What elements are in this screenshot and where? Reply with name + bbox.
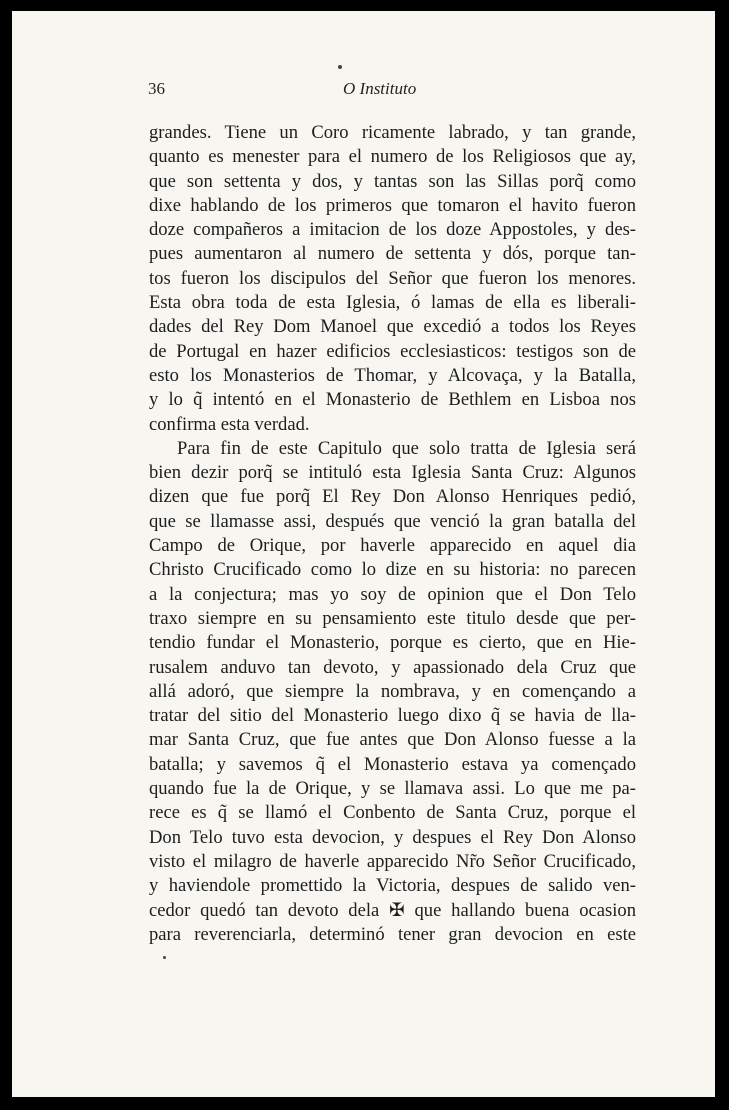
- text-line: visto el milagro de haverle apparecido Nr̃o Señor Crucificado,: [149, 850, 636, 872]
- text-line: quanto es menester para el numero de los Religiosos que ay,: [149, 146, 636, 168]
- text-line: bien dezir porq̃ se intituló esta Iglesia Santa Cruz: Algunos: [149, 462, 636, 484]
- text-line: quando fue la de Orique, y se llamava assi. Lo que me pa-: [149, 778, 636, 800]
- text-line: que se llamasse assi, después que venció la gran batalla del: [149, 510, 636, 532]
- ink-speck: [338, 65, 342, 69]
- text-line: para reverenciarla, determinó tener gran devocion en este: [149, 923, 636, 945]
- text-line: grandes. Tiene un Coro ricamente labrado, y tan grande,: [149, 122, 636, 143]
- ink-speck: [163, 956, 166, 959]
- paragraph-1: [149, 121, 636, 437]
- text-line: dades del Rey Dom Manoel que excedió a todos los Reyes: [149, 316, 636, 338]
- document-page: [12, 11, 715, 1097]
- running-title: O Instituto: [343, 79, 417, 98]
- text-line: pues aumentaron al numero de settenta y dós, porque tan-: [149, 243, 636, 265]
- text-line: rusalem anduvo tan devoto, y apassionado dela Cruz que: [149, 656, 636, 678]
- text-line: que son settenta y dos, y tantas son las Sillas porq̃ como: [149, 170, 636, 192]
- text-line: y haviendole promettido la Victoria, despues de salido ven-: [149, 875, 636, 897]
- text-line: y lo q̃ intentó en el Monasterio de Bethlem en Lisboa nos: [149, 389, 636, 411]
- text-line: allá adoró, que siempre la nombrava, y en començando a: [149, 680, 636, 702]
- text-line: rece es q̃ se llamó el Conbento de Santa Cruz, porque el: [149, 802, 636, 824]
- text-line: mar Santa Cruz, que fue antes que Don Alonso fuesse a la: [149, 729, 636, 751]
- text-line: Campo de Orique, por haverle apparecido en aquel dia: [149, 535, 636, 557]
- text-line: Don Telo tuvo esta devocion, y despues el Rey Don Alonso: [149, 826, 636, 848]
- text-line: Esta obra toda de esta Iglesia, ó lamas de ella es liberali-: [149, 292, 636, 314]
- text-line: cedor quedó tan devoto dela ✠ que hallando buena ocasion: [149, 899, 636, 921]
- text-line: a la conjectura; mas yo soy de opinion que el Don Telo: [149, 583, 636, 605]
- body-text: [149, 121, 636, 947]
- text-line: Para fin de este Capitulo que solo tratta de Iglesia será: [177, 437, 636, 459]
- paragraph-2: [149, 437, 636, 947]
- text-line: dixe hablando de los primeros que tomaron el havito fueron: [149, 194, 636, 216]
- text-line: de Portugal en hazer edificios ecclesiasticos: testigos son de: [149, 340, 636, 362]
- text-line: tendio fundar el Monasterio, porque es cierto, que en Hie-: [149, 632, 636, 654]
- text-line: esto los Monasterios de Thomar, y Alcovaça, y la Batalla,: [149, 364, 636, 386]
- text-line: dizen que fue porq̃ El Rey Don Alonso Henriques pedió,: [149, 486, 636, 508]
- text-line: doze compañeros a imitacion de los doze Appostoles, y des-: [149, 219, 636, 241]
- text-line: tos fueron los discipulos del Señor que fueron los menores.: [149, 267, 636, 289]
- text-line: tratar del sitio del Monasterio luego dixo q̃ se havia de lla-: [149, 705, 636, 727]
- page-header: [148, 79, 618, 103]
- text-line: traxo siempre en su pensamiento este titulo desde que per-: [149, 607, 636, 629]
- text-line: confirma esta verdad.: [149, 413, 310, 435]
- text-line: Christo Crucificado como lo dize en su historia: no parecen: [149, 559, 636, 581]
- page-number: 36: [148, 79, 165, 98]
- text-line: batalla; y savemos q̃ el Monasterio estava ya començado: [149, 753, 636, 775]
